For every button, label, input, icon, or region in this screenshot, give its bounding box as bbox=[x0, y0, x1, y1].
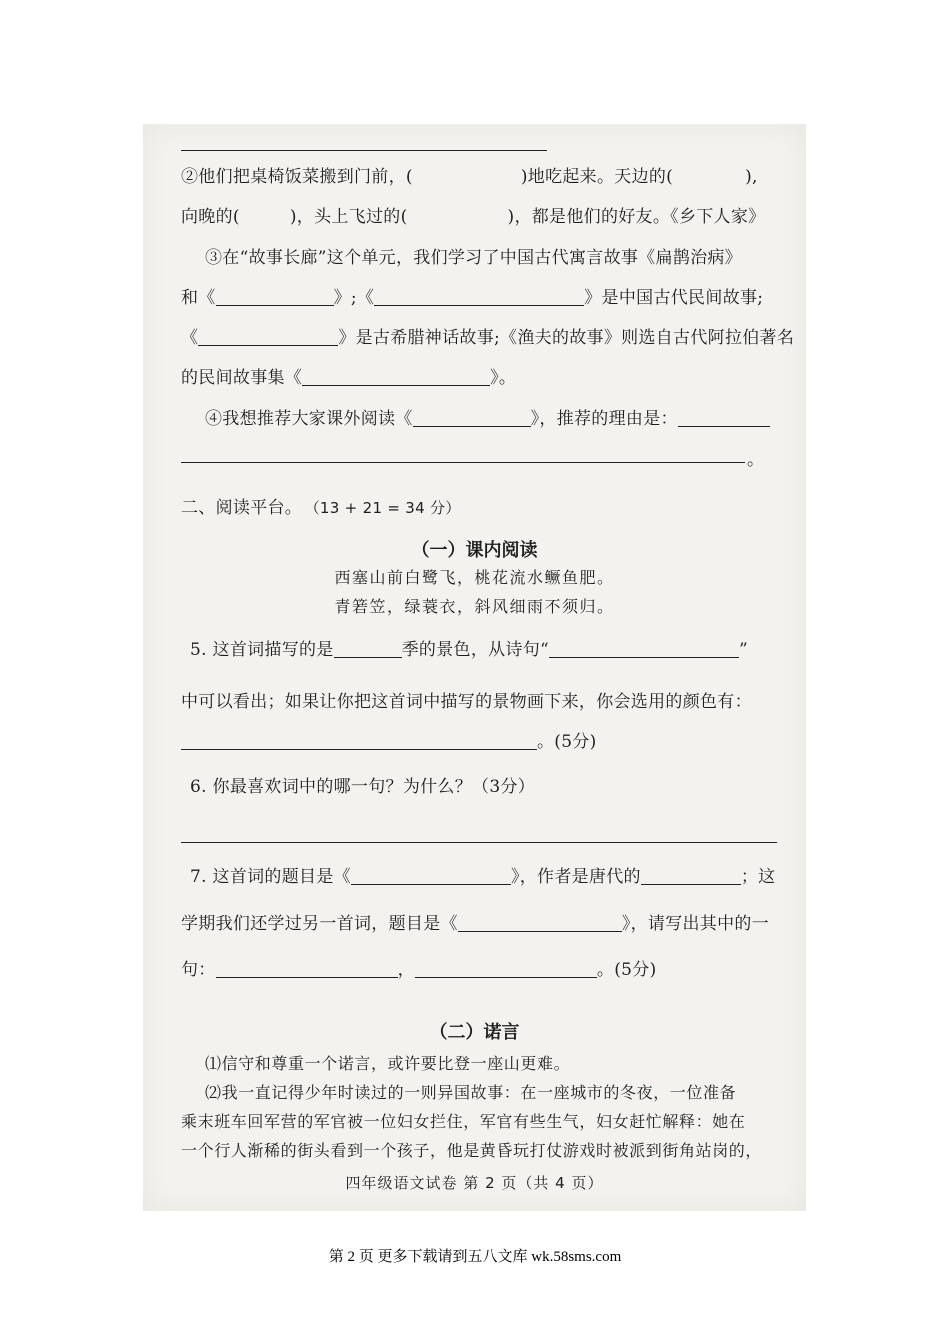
blank-greek-myth-title[interactable] bbox=[198, 328, 338, 346]
question-3-line-3: 《 》是古希腊神话故事;《渔夫的故事》则选自古代阿拉伯著名 bbox=[181, 328, 795, 348]
question-7-line-3: 句： ， 。(5分) bbox=[181, 960, 657, 980]
question-3-line-4: 的民间故事集《 》。 bbox=[181, 368, 517, 388]
question-3-line-2: 和《 》;《 》是中国古代民间故事; bbox=[181, 288, 764, 308]
blank-line-b[interactable] bbox=[415, 960, 597, 978]
blank-reason-start[interactable] bbox=[678, 409, 770, 427]
section-2-heading: 二、阅读平台。 （13 + 21 = 34 分） bbox=[181, 498, 461, 518]
blank-fable-title[interactable] bbox=[216, 288, 334, 306]
part-2-title: （二）诺言 bbox=[429, 1022, 520, 1043]
question-3-line-1: ③在“故事长廊”这个单元，我们学习了中国古代寓言故事《扁鹊治病》 bbox=[205, 248, 742, 268]
paragraph-1: ⑴信守和尊重一个诺言，或许要比登一座山更难。 bbox=[205, 1054, 571, 1073]
answer-line-reason bbox=[181, 462, 745, 463]
blank-recommended-book[interactable] bbox=[413, 409, 531, 427]
question-4-end: 。 bbox=[747, 450, 765, 470]
poem-line-1: 西塞山前白鹭飞，桃花流水鳜鱼肥。 bbox=[334, 568, 615, 587]
blank-poem-line[interactable] bbox=[549, 640, 739, 658]
blank-folk-tale-title[interactable] bbox=[374, 288, 584, 306]
blank-poem-title[interactable] bbox=[351, 867, 511, 885]
answer-line-q6 bbox=[181, 842, 777, 843]
question-7-line-1: 7. 这首词的题目是《 》，作者是唐代的 ；这 bbox=[190, 867, 776, 887]
paragraph-2-line-3: 一个行人渐稀的街头看到一个孩子，他是黄昏玩打仗游戏时被派到街角站岗的， bbox=[181, 1141, 763, 1160]
blank-author[interactable] bbox=[641, 867, 741, 885]
question-5-line-1: 5. 这首词描写的是 季的景色，从诗句“ ” bbox=[190, 640, 749, 660]
question-5-line-2: 中可以看出；如果让你把这首词中描写的景物画下来，你会选用的颜色有： bbox=[181, 692, 752, 712]
download-footer: 第 2 页 更多下载请到五八文库 wk.58sms.com bbox=[328, 1249, 622, 1265]
exam-page-footer: 四年级语文试卷 第 2 页（共 4 页） bbox=[345, 1174, 604, 1192]
question-4-line-1: ④我想推荐大家课外阅读《 》，推荐的理由是： bbox=[205, 407, 770, 431]
question-2-line-1: ②他们把桌椅饭菜搬到门前，( )地吃起来。天边的( ), bbox=[181, 167, 758, 187]
blank-story-collection[interactable] bbox=[302, 368, 490, 386]
poem-line-2: 青箬笠，绿蓑衣，斜风细雨不须归。 bbox=[334, 597, 615, 616]
paragraph-2-line-2: 乘末班车回军营的军官被一位妇女拦住，军官有些生气，妇女赶忙解释：她在 bbox=[181, 1112, 746, 1131]
answer-line bbox=[181, 150, 547, 151]
blank-colors[interactable] bbox=[181, 732, 537, 750]
paragraph-2-line-1: ⑵我一直记得少年时读过的一则异国故事：在一座城市的冬夜，一位准备 bbox=[205, 1083, 737, 1102]
question-6: 6. 你最喜欢词中的哪一句？为什么？（3分） bbox=[190, 777, 536, 797]
part-1-title: （一）课内阅读 bbox=[411, 540, 538, 561]
blank-line-a[interactable] bbox=[216, 960, 398, 978]
blank-another-poem-title[interactable] bbox=[458, 914, 622, 932]
question-5-line-3: 。(5分) bbox=[181, 730, 597, 754]
blank-season[interactable] bbox=[334, 640, 402, 658]
question-2-line-2: 向晚的( )，头上飞过的( )，都是他们的好友。《乡下人家》 bbox=[181, 207, 766, 227]
question-7-line-2: 学期我们还学过另一首词，题目是《 》，请写出其中的一 bbox=[181, 914, 770, 934]
